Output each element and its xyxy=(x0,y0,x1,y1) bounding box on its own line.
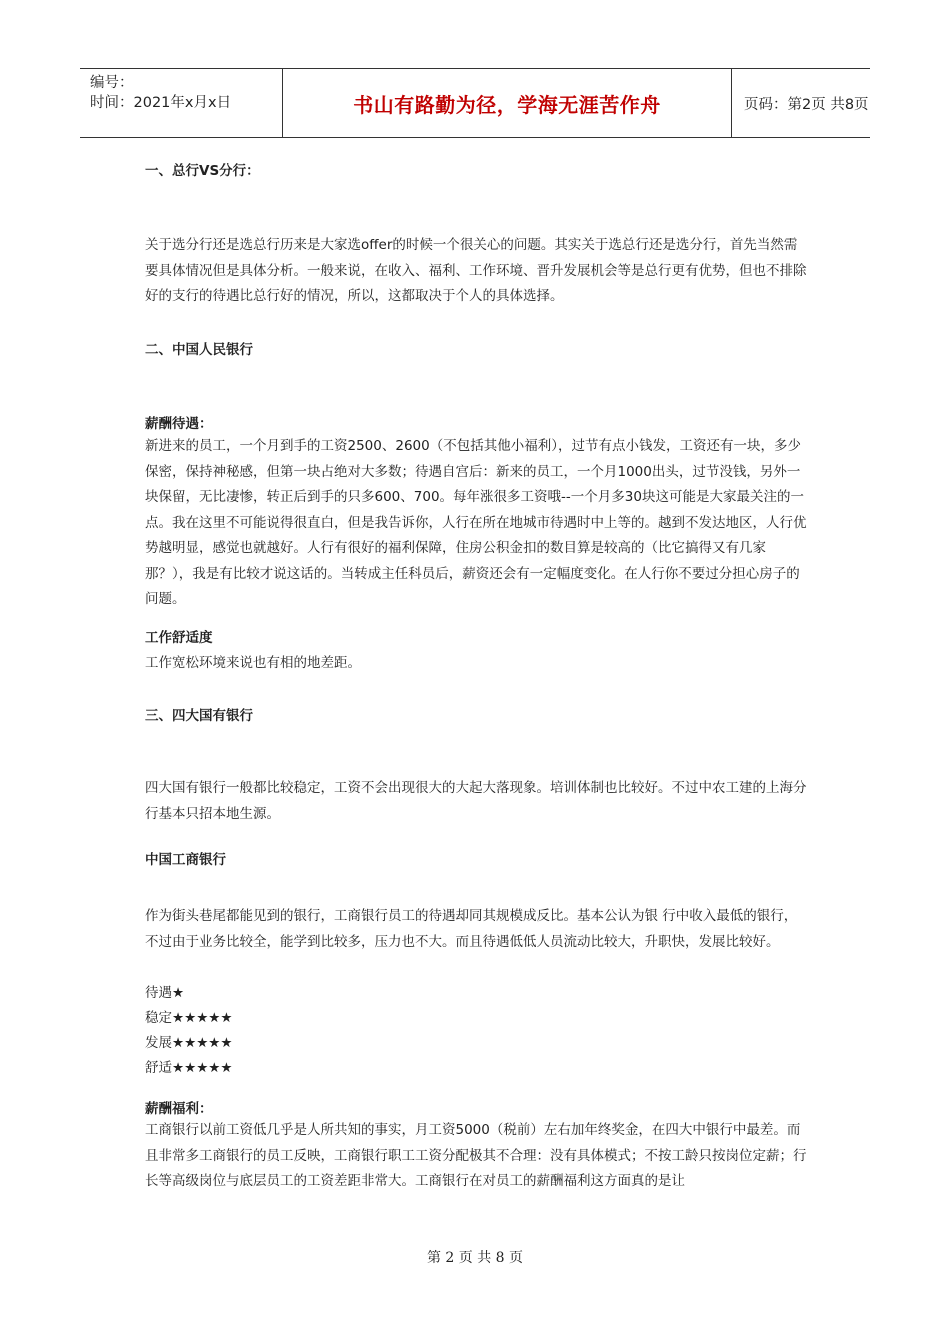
header-page-info: 页码：第2页 共8页 xyxy=(744,96,869,113)
rating-stable: 稳定★★★★★ xyxy=(145,1010,233,1026)
section-1-title: 一、总行VS分行： xyxy=(145,163,260,179)
header-left-cell xyxy=(80,69,282,137)
section-3-title: 三、四大国有银行 xyxy=(145,708,253,724)
icbc-paragraph: 作为街头巷尾都能见到的银行，工商银行员工的待遇却同其规模成反比。基本公认为银 行中收入最低的银行，不过由于业务比较全，能学到比较多，压力也不大。而且待遇低低人员流动比较大，升职快，发展比较好。 xyxy=(145,908,798,950)
number-label: 编号： xyxy=(90,75,134,91)
rating-comfort: 舒适★★★★★ xyxy=(145,1060,233,1076)
icbc-salary-subtitle: 薪酬福利： xyxy=(145,1101,213,1117)
rating-growth: 发展★★★★★ xyxy=(145,1035,233,1051)
rating-pay: 待遇★ xyxy=(145,985,185,1001)
page-footer: 第 2 页 共 8 页 xyxy=(426,1250,524,1266)
section-2-title: 二、中国人民银行 xyxy=(145,342,253,358)
section-1-paragraph: 关于选分行还是选总行历来是大家选offer的时候一个很关心的问题。其实关于选总行还是选分行，首先当然需要具体情况但是具体分析。一般来说，在收入、福利、工作环境、晋升发展机会等是总行更有优势，但也不排除好的支行的待遇比总行好的情况，所以，这都取决于个人的具体选择。 xyxy=(145,237,807,304)
icbc-title: 中国工商银行 xyxy=(145,852,226,868)
comfort-subtitle: 工作舒适度 xyxy=(145,630,213,646)
salary-paragraph: 新进来的员工，一个月到手的工资2500、2600（不包括其他小福利），过节有点小钱发，工资还有一块，多少保密，保持神秘感，但第一块占绝对大多数；待遇自宫后：新来的员工，一个月1000出头，过节没钱，另外一块保留，无比凄惨，转正后到手的只多600、700。每年涨很多工资哦--一个月多30块这可能是大家最关注的一点。我在这里不可能说得很直白，但是我告诉你，人行在所在地城市待遇时中上等的。越到不发达地区，人行优势越明显，感觉也就越好。人行有很好的福利保障，住房公积金扣的数目算是较高的（比它搞得又有几家那？），我是有比较才说这话的。当转成主任科员后，薪资还会有一定幅度变化。在人行你不要过分担心房子的问题。 xyxy=(145,438,807,607)
document-header xyxy=(80,68,870,138)
date-label: 时间：2021年x月x日 xyxy=(90,95,232,111)
salary-subtitle: 薪酬待遇： xyxy=(145,416,213,432)
icbc-salary-paragraph: 工商银行以前工资低几乎是人所共知的事实，月工资5000（税前）左右加年终奖金，在四大中银行中最差。而且非常多工商银行的员工反映，工商银行职工工资分配极其不合理：没有具体模式；不按工龄只按岗位定薪；行长等高级岗位与底层员工的工资差距非常大。工商银行在对员工的薪酬福利这方面真的是让 xyxy=(145,1122,807,1189)
header-motto-cell xyxy=(282,69,732,137)
motto: 书山有路勤为径，学海无涯苦作舟 xyxy=(353,92,661,117)
section-3-paragraph: 四大国有银行一般都比较稳定，工资不会出现很大的大起大落现象。培训体制也比较好。不过中农工建的上海分行基本只招本地生源。 xyxy=(145,780,807,822)
comfort-paragraph: 工作宽松环境来说也有相的地差距。 xyxy=(145,655,361,671)
